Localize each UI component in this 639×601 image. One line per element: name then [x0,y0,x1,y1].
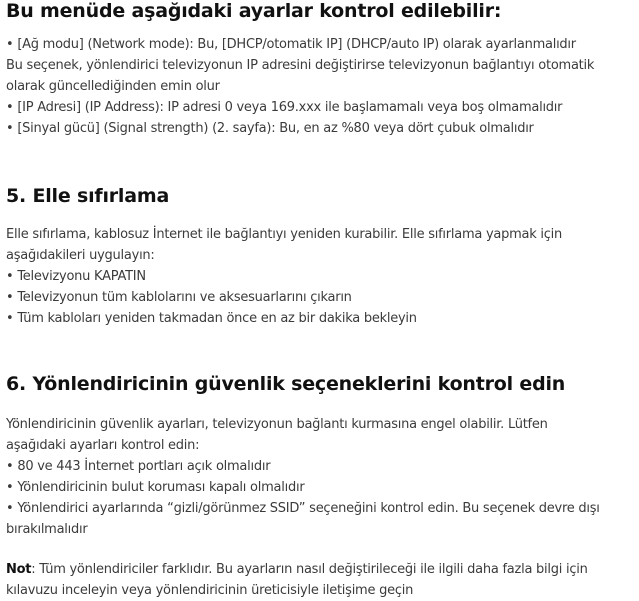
list-item: • [IP Adresi] (IP Address): IP adresi 0 veya 169.xxx ile başlamamalı veya boş olmamalıdır [6,97,634,118]
section-5-body [6,224,634,329]
check-settings-heading: Bu menüde aşağıdaki ayarlar kontrol edilebilir: [6,0,502,22]
list-item: • Televizyonun tüm kablolarını ve aksesuarlarını çıkarın [6,287,634,308]
section-5-intro: Elle sıfırlama, kablosuz İnternet ile bağlantıyı yeniden kurabilir. Elle sıfırlama yapmak için [6,227,563,242]
list-item: • [Ağ modu] (Network mode): Bu, [DHCP/otomatik IP] (DHCP/auto IP) olarak ayarlanmalıdır [6,34,634,55]
section-5 [6,185,634,207]
section-6-body [6,414,634,540]
section-6-intro: Yönlendiricinin güvenlik ayarları, televizyonun bağlantı kurmasına engel olabilir. Lütfen [6,417,548,432]
list-item: • Yönlendiricinin bulut koruması kapalı olmalıdır [6,477,634,498]
check-settings-section [6,0,634,22]
list-item-continuation: bırakılmalıdır [6,522,88,537]
list-item: • Yönlendirici ayarlarında “gizli/görünmez SSID” seçeneğini kontrol edin. Bu seçenek devre dışı [6,498,634,519]
section-5-heading: 5. Elle sıfırlama [6,185,170,207]
section-6-intro-cont: aşağıdaki ayarları kontrol edin: [6,438,200,453]
section-6 [6,373,634,395]
note-line-1 [6,559,634,580]
list-item: • [Sinyal gücü] (Signal strength) (2. sayfa): Bu, en az %80 veya dört çubuk olmalıdır [6,118,634,139]
note-line-2: kılavuzu inceleyin veya yönlendiricinin üreticisiyle iletişime geçin [6,583,414,598]
note-text: : Tüm yönlendiriciler farklıdır. Bu ayarların nasıl değiştirileceği ile ilgili daha fazla bilgi için [31,562,588,577]
section-6-heading: 6. Yönlendiricinin güvenlik seçeneklerini kontrol edin [6,373,566,395]
check-settings-list [6,34,634,139]
list-item-continuation: olarak güncellediğinden emin olur [6,79,220,94]
note-label: Not [6,562,32,577]
list-item: • 80 ve 443 İnternet portları açık olmalıdır [6,456,634,477]
list-item: • Televizyonu KAPATIN [6,266,634,287]
section-5-intro-cont: aşağıdakileri uygulayın: [6,248,155,263]
list-item-continuation: Bu seçenek, yönlendirici televizyonun IP adresini değiştirirse televizyonun bağlantıyı otomatik [6,58,595,73]
note-block [6,559,634,601]
list-item: • Tüm kabloları yeniden takmadan önce en az bir dakika bekleyin [6,308,634,329]
